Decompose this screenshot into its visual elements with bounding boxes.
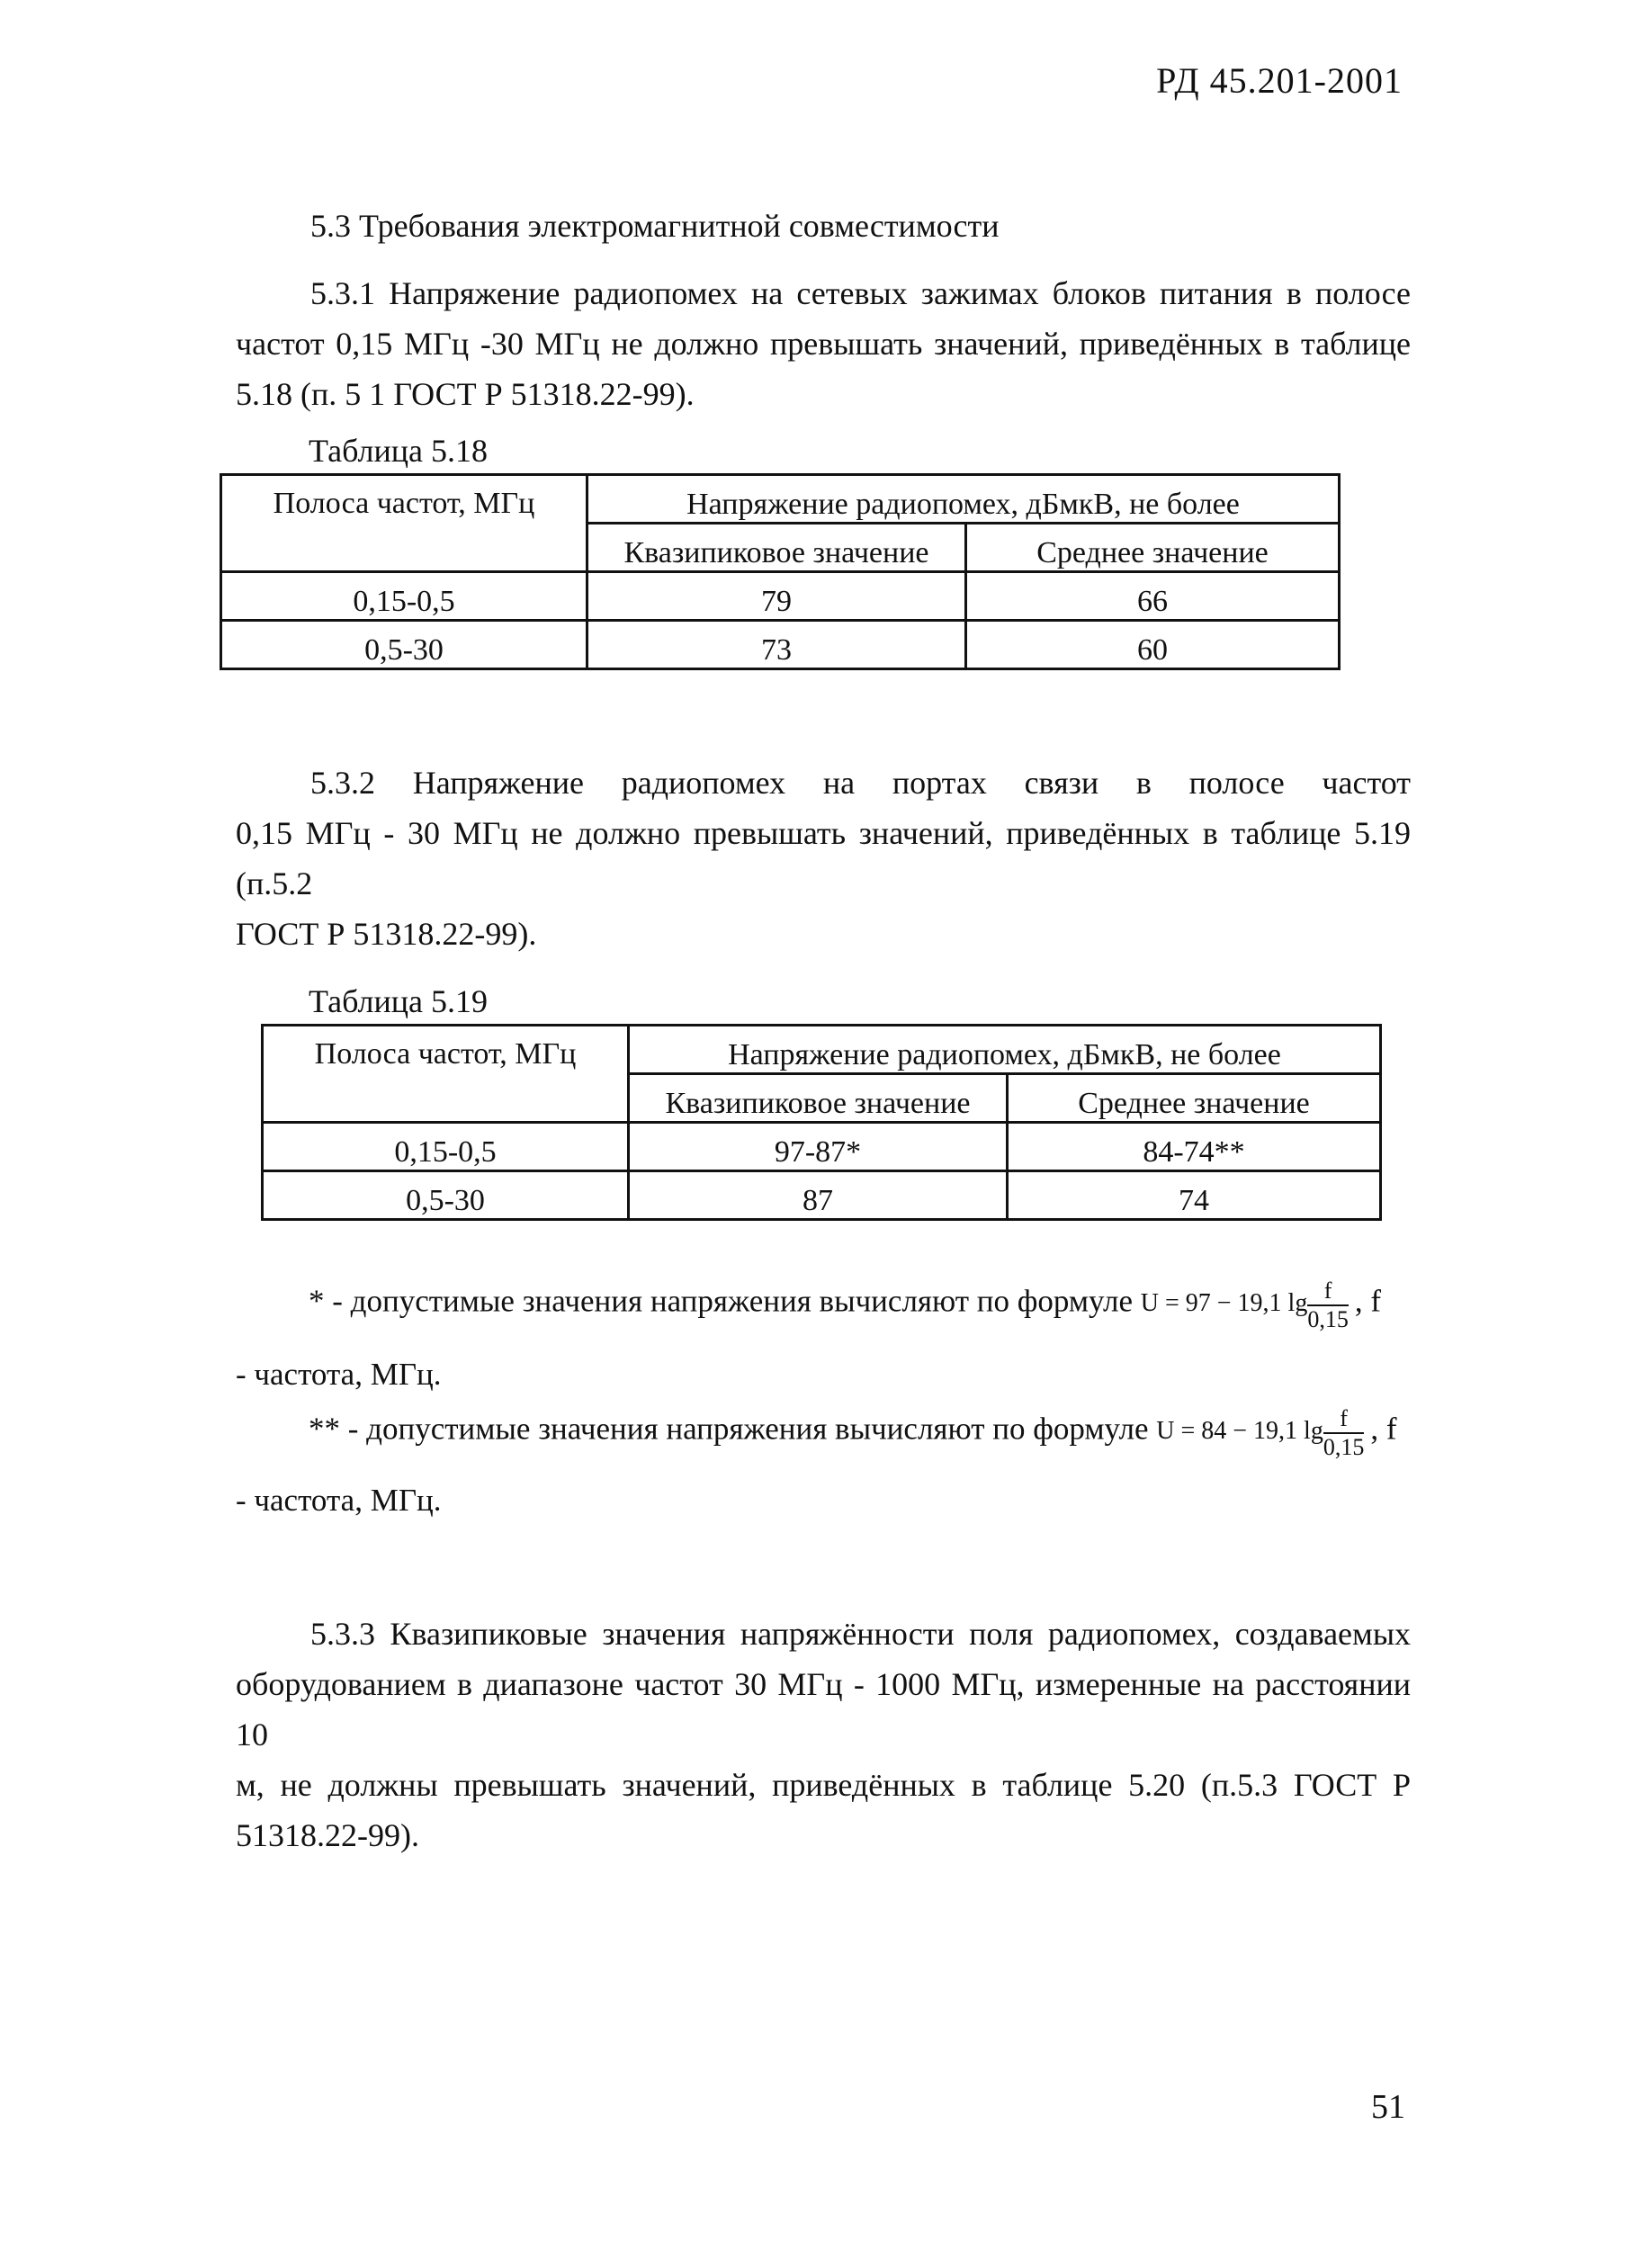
fraction-numerator: f [1323, 1407, 1365, 1434]
footnote-text: * - допустимые значения напряжения вычисляют по формуле [309, 1283, 1133, 1319]
formula [1140, 1277, 1355, 1332]
footnote-2-continuation: - частота, МГц. [236, 1483, 442, 1518]
table-row [263, 1123, 1381, 1171]
cell-quasi: 87 [629, 1171, 1008, 1220]
cell-band: 0,5-30 [221, 621, 587, 669]
header-voltage: Напряжение радиопомех, дБмкВ, не более [629, 1026, 1381, 1074]
cell-quasi: 73 [587, 621, 966, 669]
fraction [1307, 1279, 1349, 1331]
header-voltage: Напряжение радиопомех, дБмкВ, не более [587, 475, 1340, 524]
cell-avg: 60 [966, 621, 1340, 669]
paragraph-line: 5.3.3 Квазипиковые значения напряжённости поля радиопомех, создаваемых [310, 1616, 1411, 1652]
fraction-denominator: 0,15 [1323, 1434, 1365, 1460]
fraction-numerator: f [1307, 1279, 1349, 1306]
table-5-19-caption: Таблица 5.19 [309, 983, 488, 1019]
document-code: РД 45.201-2001 [1156, 60, 1403, 101]
header-band: Полоса частот, МГц [221, 475, 587, 572]
header-band: Полоса частот, МГц [263, 1026, 629, 1123]
paragraph-line: 5.3.2 Напряжение радиопомех на портах связи в полосе частот [310, 765, 1411, 801]
cell-avg: 74 [1008, 1171, 1381, 1220]
paragraph-5-3-3 [236, 1609, 1411, 1860]
page-number: 51 [1371, 2088, 1405, 2126]
table-row [221, 621, 1340, 669]
paragraph-line: оборудованием в диапазоне частот 30 МГц - 1000 МГц, измеренные на расстоянии 10 [236, 1666, 1411, 1753]
cell-avg: 66 [966, 572, 1340, 621]
paragraph-line: м, не должны превышать значений, приведённых в таблице 5.20 (п.5.3 ГОСТ Р [236, 1767, 1411, 1803]
table-5-18-caption: Таблица 5.18 [309, 433, 488, 469]
cell-band: 0,15-0,5 [221, 572, 587, 621]
table-row [221, 572, 1340, 621]
paragraph-5-3-1 [236, 268, 1411, 419]
footnote-text: ** - допустимые значения напряжения вычисляют по формуле [309, 1411, 1149, 1447]
footnote-tail: , f [1354, 1283, 1381, 1319]
paragraph-line: 51318.22-99). [236, 1817, 419, 1853]
cell-quasi: 97-87* [629, 1123, 1008, 1171]
paragraph-line: ГОСТ Р 51318.22-99). [236, 916, 537, 952]
header-quasi-peak: Квазипиковое значение [587, 524, 966, 572]
fraction-denominator: 0,15 [1307, 1306, 1349, 1332]
formula-prefix: U = 97 − 19,1 lg [1140, 1289, 1308, 1318]
paragraph-line: 5.18 (п. 5 1 ГОСТ Р 51318.22-99). [236, 376, 695, 412]
header-average: Среднее значение [966, 524, 1340, 572]
footnote-1-continuation: - частота, МГц. [236, 1357, 442, 1392]
table-row [263, 1171, 1381, 1220]
paragraph-line: 0,15 МГц - 30 МГц не должно превышать значений, приведённых в таблице 5.19 (п.5.2 [236, 815, 1411, 901]
header-average: Среднее значение [1008, 1074, 1381, 1123]
section-title: 5.3 Требования электромагнитной совместимости [310, 208, 1000, 244]
cell-avg: 84-74** [1008, 1123, 1381, 1171]
table-5-18 [220, 473, 1341, 670]
footnote-2 [309, 1407, 1396, 1459]
formula-prefix: U = 84 − 19,1 lg [1156, 1417, 1323, 1446]
cell-quasi: 79 [587, 572, 966, 621]
paragraph-line: частот 0,15 МГц -30 МГц не должно превышать значений, приведённых в таблице [236, 326, 1411, 362]
fraction [1323, 1407, 1365, 1459]
paragraph-line: 5.3.1 Напряжение радиопомех на сетевых зажимах блоков питания в полосе [310, 275, 1411, 311]
cell-band: 0,5-30 [263, 1171, 629, 1220]
header-quasi-peak: Квазипиковое значение [629, 1074, 1008, 1123]
table-5-19 [261, 1024, 1382, 1221]
paragraph-5-3-2 [236, 757, 1411, 959]
footnote-1 [309, 1279, 1381, 1331]
formula [1156, 1405, 1370, 1460]
footnote-tail: , f [1370, 1411, 1397, 1447]
cell-band: 0,15-0,5 [263, 1123, 629, 1171]
